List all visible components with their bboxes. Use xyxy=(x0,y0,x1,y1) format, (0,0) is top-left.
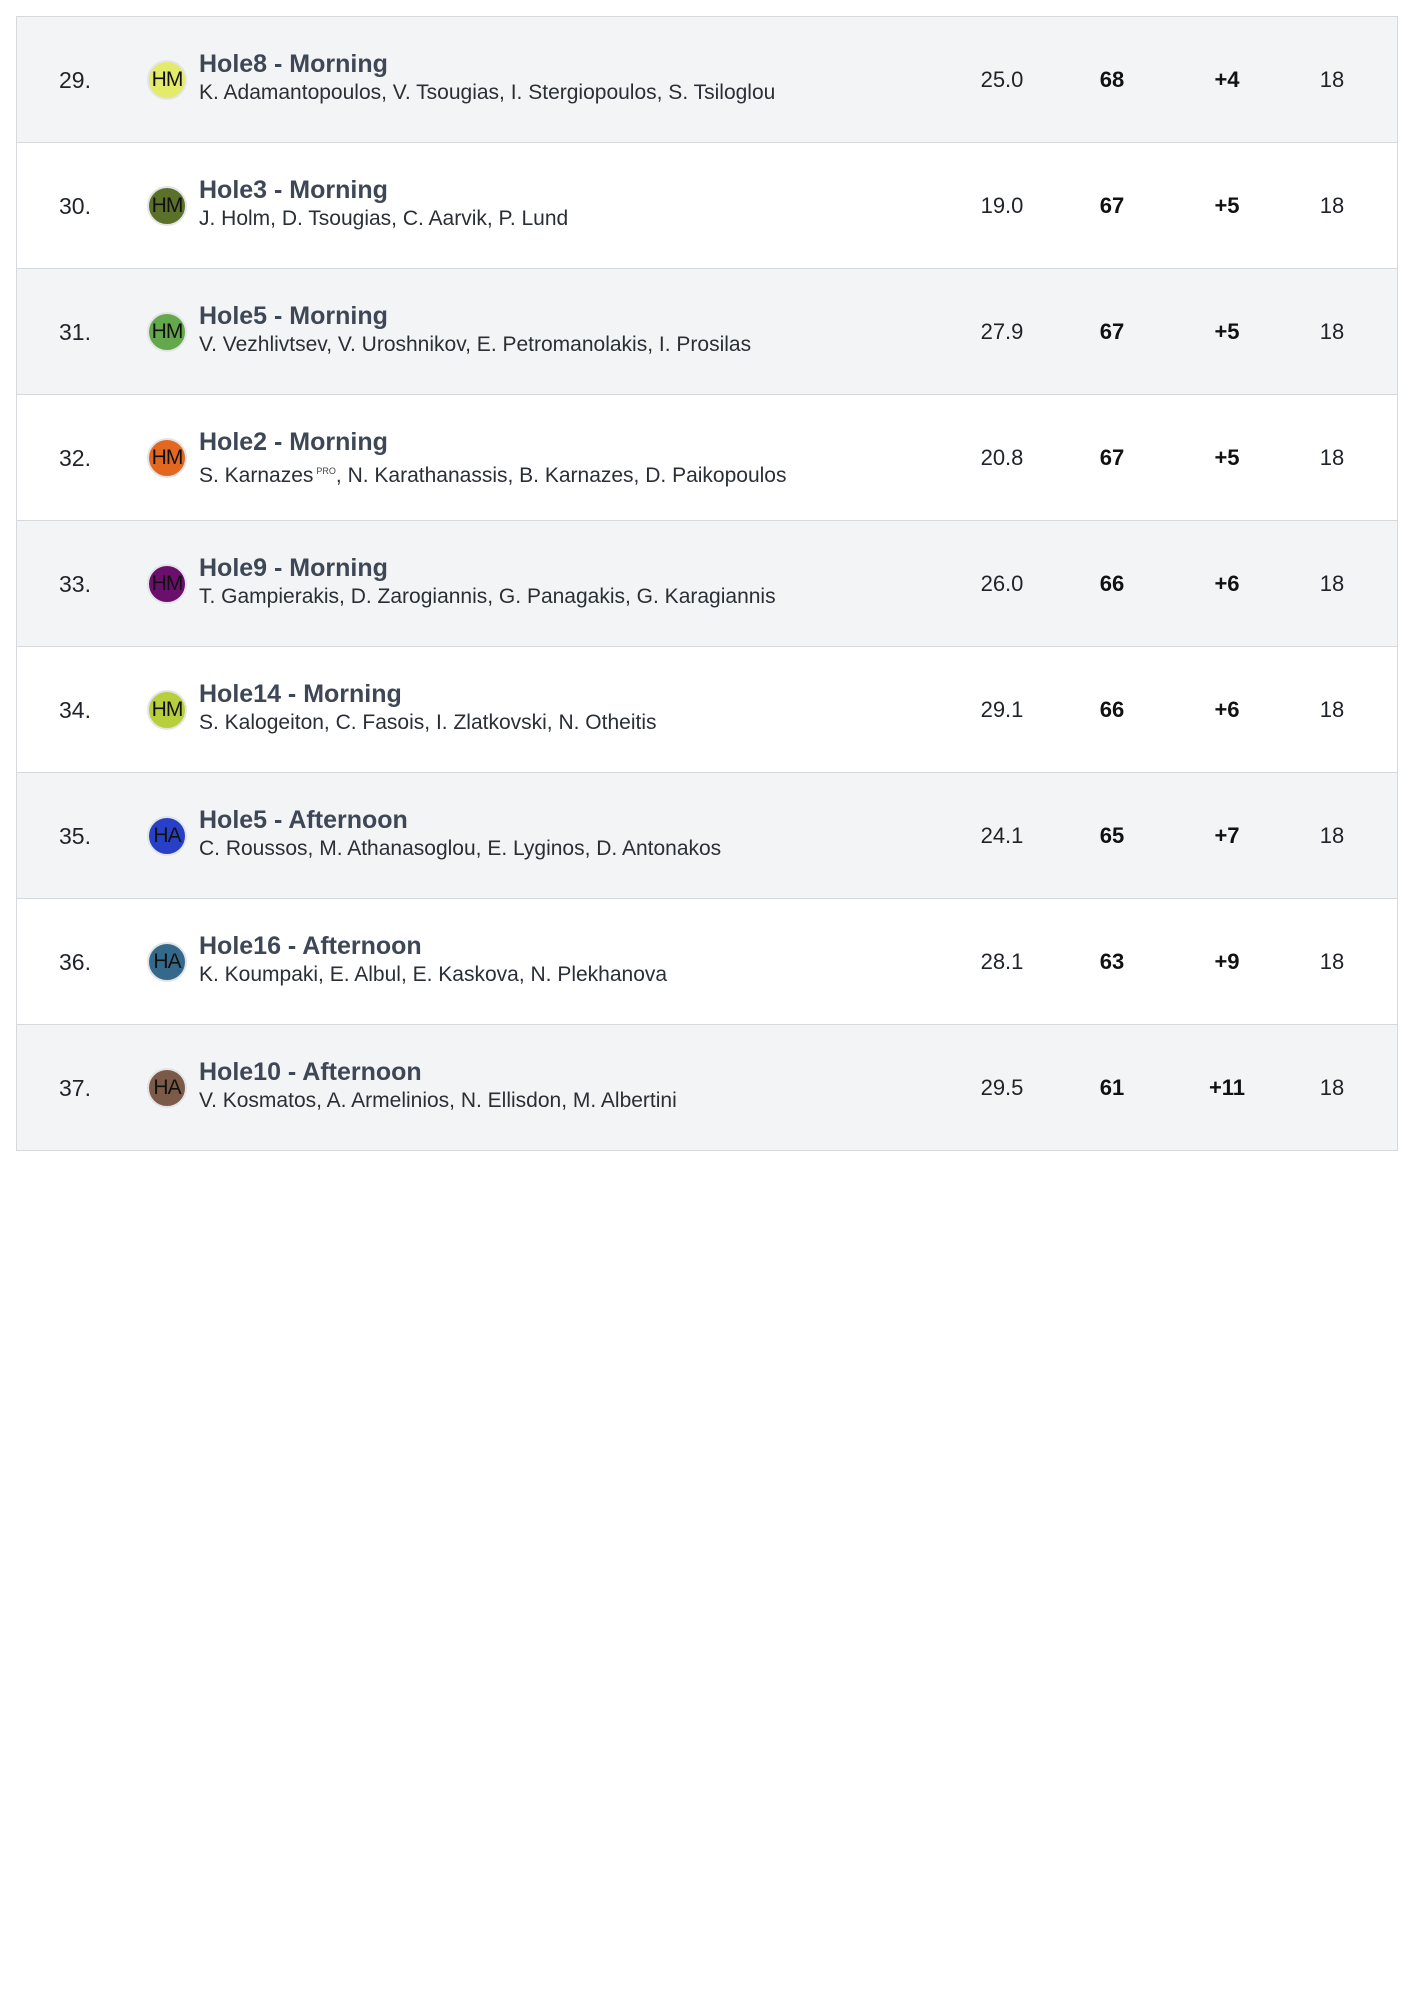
holes-played: 18 xyxy=(1319,193,1345,218)
holes-played: 18 xyxy=(1319,823,1345,848)
pro-badge: PRO xyxy=(316,466,336,476)
team-info xyxy=(199,175,919,233)
player-names-rest: , N. Karathanassis, B. Karnazes, D. Paikopoulos xyxy=(335,464,787,487)
to-par: +4 xyxy=(1214,67,1240,92)
team-info xyxy=(199,679,919,737)
team-players: K. Adamantopoulos, V. Tsougias, I. Stergiopoulos, S. Tsiloglou xyxy=(199,81,776,104)
to-par: +6 xyxy=(1214,571,1240,596)
handicap: 29.5 xyxy=(980,1075,1024,1100)
team-avatar: HM xyxy=(147,60,187,100)
rank: 35. xyxy=(59,823,91,849)
team-avatar: HA xyxy=(147,942,187,982)
team-name[interactable]: Hole10 - Afternoon xyxy=(199,1058,422,1086)
team-avatar: HM xyxy=(147,438,187,478)
team-players xyxy=(199,457,919,490)
team-info xyxy=(199,49,919,107)
team-info xyxy=(199,553,919,611)
holes-played: 18 xyxy=(1319,949,1345,974)
to-par: +7 xyxy=(1214,823,1240,848)
team-name[interactable]: Hole9 - Morning xyxy=(199,554,388,582)
handicap: 20.8 xyxy=(980,445,1024,470)
leaderboard-row[interactable] xyxy=(17,647,1397,773)
player-name-pro: S. Karnazes xyxy=(199,464,314,487)
team-info xyxy=(199,1057,919,1115)
holes-played: 18 xyxy=(1319,1075,1345,1100)
to-par: +9 xyxy=(1214,949,1240,974)
rank: 36. xyxy=(59,949,91,975)
score: 63 xyxy=(1099,949,1125,974)
score: 65 xyxy=(1099,823,1125,848)
team-avatar: HA xyxy=(147,1068,187,1108)
team-players: S. Kalogeiton, C. Fasois, I. Zlatkovski, N. Otheitis xyxy=(199,711,657,734)
score: 67 xyxy=(1099,193,1125,218)
handicap: 24.1 xyxy=(980,823,1024,848)
team-avatar: HM xyxy=(147,564,187,604)
score: 67 xyxy=(1099,445,1125,470)
handicap: 26.0 xyxy=(980,571,1024,596)
handicap: 27.9 xyxy=(980,319,1024,344)
leaderboard-row[interactable] xyxy=(17,1025,1397,1151)
team-players: K. Koumpaki, E. Albul, E. Kaskova, N. Plekhanova xyxy=(199,963,668,986)
rank: 31. xyxy=(59,319,91,345)
leaderboard-row[interactable] xyxy=(17,773,1397,899)
team-name[interactable]: Hole5 - Morning xyxy=(199,302,388,330)
score: 66 xyxy=(1099,571,1125,596)
team-players: C. Roussos, M. Athanasoglou, E. Lyginos, D. Antonakos xyxy=(199,837,722,860)
team-players: J. Holm, D. Tsougias, C. Aarvik, P. Lund xyxy=(199,207,569,230)
rank: 32. xyxy=(59,445,91,471)
holes-played: 18 xyxy=(1319,445,1345,470)
to-par: +5 xyxy=(1214,193,1240,218)
to-par: +5 xyxy=(1214,319,1240,344)
score: 61 xyxy=(1099,1075,1125,1100)
leaderboard-table xyxy=(16,16,1398,1151)
team-avatar: HM xyxy=(147,186,187,226)
team-name[interactable]: Hole8 - Morning xyxy=(199,50,388,78)
score: 66 xyxy=(1099,697,1125,722)
handicap: 29.1 xyxy=(980,697,1024,722)
leaderboard-row[interactable] xyxy=(17,521,1397,647)
holes-played: 18 xyxy=(1319,319,1345,344)
rank: 29. xyxy=(59,67,91,93)
team-name[interactable]: Hole5 - Afternoon xyxy=(199,806,408,834)
holes-played: 18 xyxy=(1319,697,1345,722)
rank: 34. xyxy=(59,697,91,723)
team-name[interactable]: Hole2 - Morning xyxy=(199,428,388,456)
score: 68 xyxy=(1099,67,1125,92)
leaderboard-row[interactable] xyxy=(17,143,1397,269)
team-name[interactable]: Hole14 - Morning xyxy=(199,680,402,708)
rank: 30. xyxy=(59,193,91,219)
leaderboard-row[interactable] xyxy=(17,17,1397,143)
team-players: T. Gampierakis, D. Zarogiannis, G. Panagakis, G. Karagiannis xyxy=(199,585,776,608)
score: 67 xyxy=(1099,319,1125,344)
leaderboard-row[interactable] xyxy=(17,899,1397,1025)
team-avatar: HM xyxy=(147,690,187,730)
team-avatar: HM xyxy=(147,312,187,352)
team-name[interactable]: Hole16 - Afternoon xyxy=(199,932,422,960)
team-players: V. Vezhlivtsev, V. Uroshnikov, E. Petromanolakis, I. Prosilas xyxy=(199,333,752,356)
rank: 33. xyxy=(59,571,91,597)
team-info xyxy=(199,427,919,490)
to-par: +5 xyxy=(1214,445,1240,470)
team-info xyxy=(199,301,919,359)
leaderboard-row[interactable] xyxy=(17,395,1397,521)
handicap: 19.0 xyxy=(980,193,1024,218)
to-par: +11 xyxy=(1208,1075,1246,1100)
team-info xyxy=(199,805,919,863)
holes-played: 18 xyxy=(1319,67,1345,92)
to-par: +6 xyxy=(1214,697,1240,722)
team-name[interactable]: Hole3 - Morning xyxy=(199,176,388,204)
team-info xyxy=(199,931,919,989)
team-avatar: HA xyxy=(147,816,187,856)
leaderboard-row[interactable] xyxy=(17,269,1397,395)
holes-played: 18 xyxy=(1319,571,1345,596)
handicap: 28.1 xyxy=(980,949,1024,974)
handicap: 25.0 xyxy=(980,67,1024,92)
rank: 37. xyxy=(59,1075,91,1101)
team-players: V. Kosmatos, A. Armelinios, N. Ellisdon, M. Albertini xyxy=(199,1089,677,1112)
